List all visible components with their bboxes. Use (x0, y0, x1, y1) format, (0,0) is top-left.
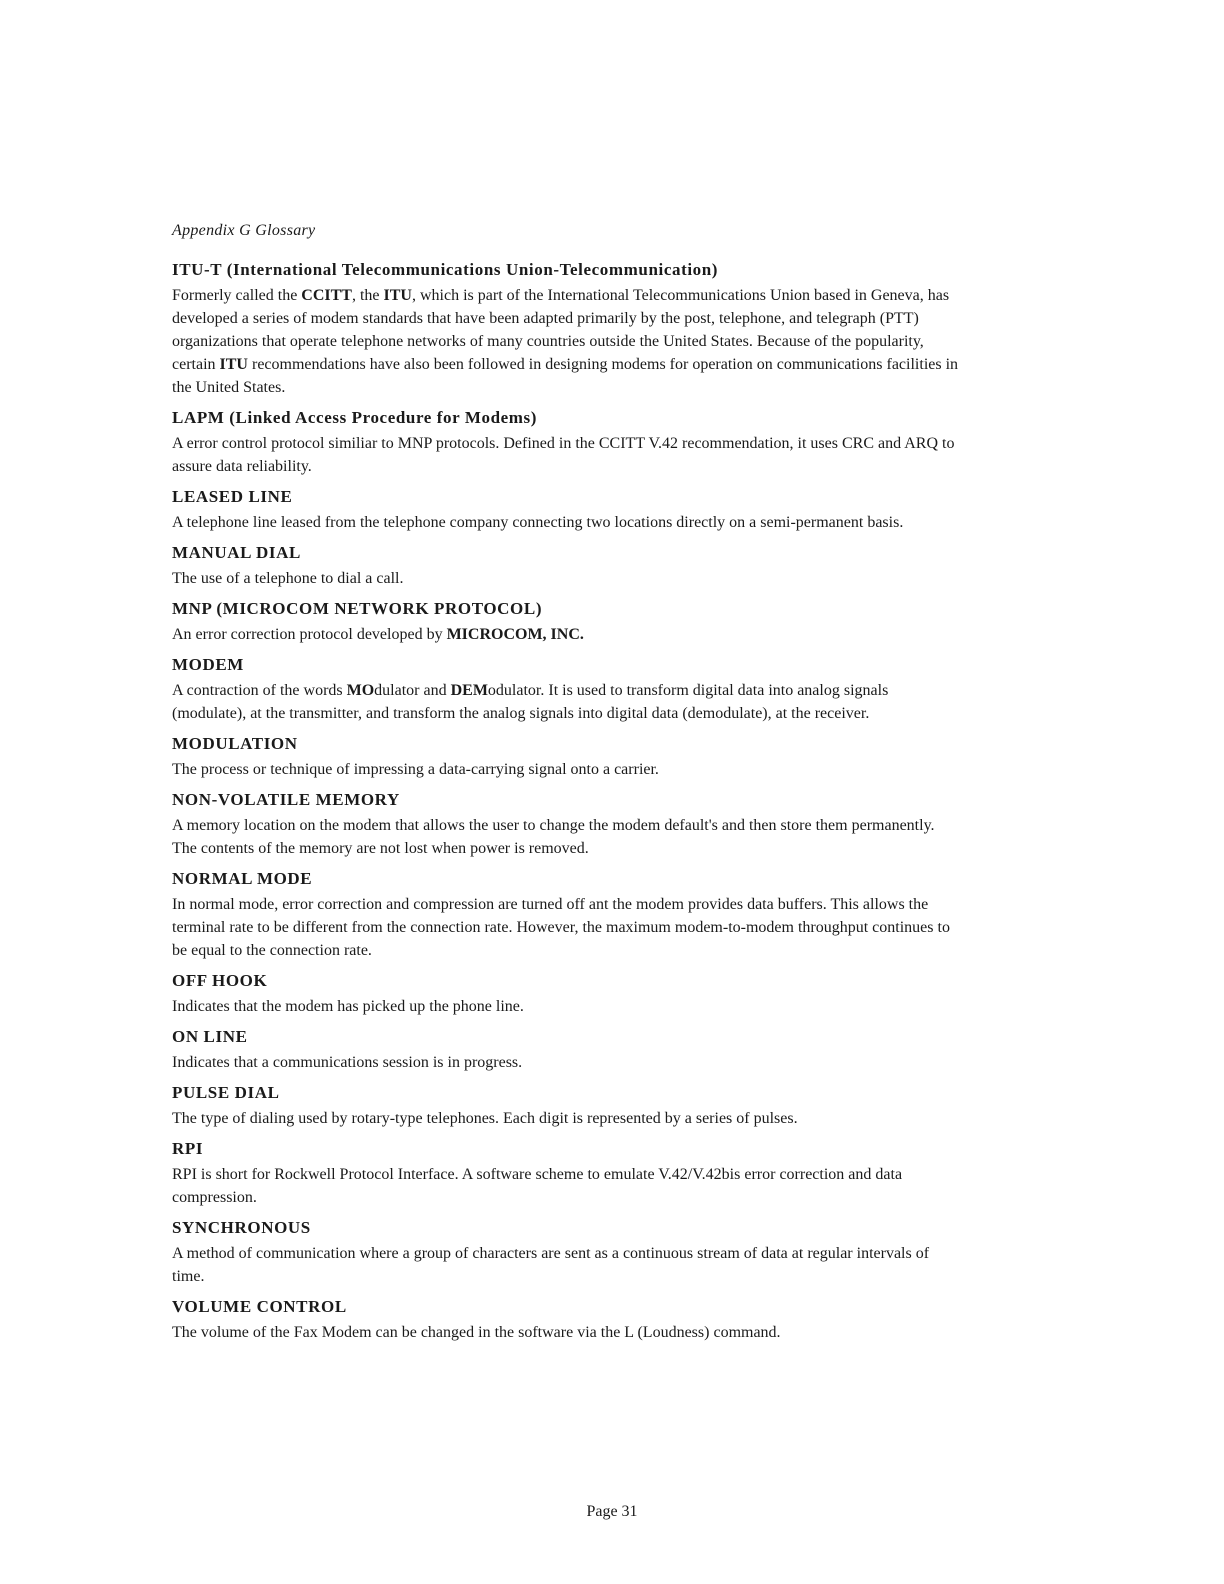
glossary-entry (172, 1139, 962, 1209)
glossary-definition (172, 432, 962, 478)
glossary-entry (172, 790, 962, 860)
glossary-term: RPI (172, 1139, 204, 1158)
definition-text: A error control protocol similiar to MNP protocols. Defined in the CCITT V.42 recommendation, it uses CRC and ARQ to assure data reliability. (172, 435, 955, 475)
definition-text: The type of dialing used by rotary-type telephones. Each digit is represented by a series of pulses. (172, 1110, 798, 1127)
glossary-definition (172, 284, 962, 399)
definition-text: odulator. It is used to transform digital data into analog signals (modulate), at the transmitter, and transform the analog signals into digital data (demodulate), at the receiver. (172, 682, 889, 722)
running-header: Appendix G Glossary (172, 222, 316, 239)
glossary-term: NORMAL MODE (172, 869, 313, 888)
definition-text: In normal mode, error correction and compression are turned off ant the modem provides data buffers. This allows the terminal rate to be different from the connection rate. However, the maximum modem-to-modem throughput continues to be equal to the connection rate. (172, 896, 950, 959)
glossary-list (172, 260, 962, 1344)
glossary-entry (172, 655, 962, 725)
definition-emphasis: MICROCOM, INC. (446, 626, 584, 643)
glossary-term: LEASED LINE (172, 487, 293, 506)
glossary-term: ITU-T (International Telecommunications Union-Telecommunication) (172, 260, 719, 279)
glossary-entry (172, 1027, 962, 1074)
glossary-term: PULSE DIAL (172, 1083, 280, 1102)
glossary-entry (172, 408, 962, 478)
definition-text: , the (351, 287, 384, 304)
definition-text: Indicates that a communications session is in progress. (172, 1054, 523, 1071)
glossary-definition (172, 1107, 962, 1130)
glossary-entry (172, 260, 962, 399)
glossary-term: SYNCHRONOUS (172, 1218, 311, 1237)
glossary-entry (172, 543, 962, 590)
glossary-entry (172, 1218, 962, 1288)
definition-emphasis: ITU (383, 287, 412, 304)
glossary-entry (172, 599, 962, 646)
glossary-definition (172, 623, 962, 646)
definition-text: An error correction protocol developed by (172, 626, 447, 643)
glossary-definition (172, 511, 962, 534)
glossary-definition (172, 1051, 962, 1074)
glossary-entry (172, 1083, 962, 1130)
glossary-entry (172, 971, 962, 1018)
glossary-entry (172, 487, 962, 534)
glossary-definition (172, 814, 962, 860)
definition-text: recommendations have also been followed in designing modems for operation on communications facilities in the United States. (172, 356, 959, 396)
glossary-term: VOLUME CONTROL (172, 1297, 347, 1316)
definition-emphasis: ITU (219, 356, 248, 373)
glossary-definition (172, 679, 962, 725)
glossary-definition (172, 995, 962, 1018)
glossary-definition (172, 893, 962, 962)
definition-text: Formerly called the (172, 287, 302, 304)
definition-emphasis: DEM (450, 682, 488, 699)
definition-text: RPI is short for Rockwell Protocol Interface. A software scheme to emulate V.42/V.42bis error correction and data compression. (172, 1166, 903, 1206)
document-page (172, 222, 962, 1353)
definition-text: The volume of the Fax Modem can be changed in the software via the L (Loudness) command. (172, 1324, 781, 1341)
definition-text: The process or technique of impressing a data-carrying signal onto a carrier. (172, 761, 659, 778)
definition-text: The use of a telephone to dial a call. (172, 570, 404, 587)
glossary-term: ON LINE (172, 1027, 248, 1046)
glossary-definition (172, 1242, 962, 1288)
glossary-definition (172, 1321, 962, 1344)
definition-text: A contraction of the words (172, 682, 347, 699)
definition-emphasis: MO (346, 682, 375, 699)
definition-text: A memory location on the modem that allows the user to change the modem default's and then store them permanently. The contents of the memory are not lost when power is removed. (172, 817, 935, 857)
glossary-definition (172, 567, 962, 590)
definition-text: A method of communication where a group of characters are sent as a continuous stream of data at regular intervals of time. (172, 1245, 930, 1285)
definition-text: , which is part of the International Telecommunications Union based in Geneva, has developed a series of modem standards that have been adapted primarily by the post, telephone, and telegraph (PTT) organizations that operate telephone networks of many countries outside the United States. Because of the popularity, certain (172, 287, 950, 373)
definition-emphasis: CCITT (301, 287, 352, 304)
glossary-entry (172, 1297, 962, 1344)
glossary-term: MANUAL DIAL (172, 543, 301, 562)
glossary-term: MNP (MICROCOM NETWORK PROTOCOL) (172, 599, 543, 618)
page-number: Page 31 (586, 1503, 638, 1520)
definition-text: dulator and (374, 682, 451, 699)
glossary-term: MODULATION (172, 734, 298, 753)
definition-text: Indicates that the modem has picked up the phone line. (172, 998, 524, 1015)
glossary-entry (172, 734, 962, 781)
definition-text: A telephone line leased from the telephone company connecting two locations directly on a semi-permanent basis. (172, 514, 904, 531)
glossary-entry (172, 869, 962, 962)
glossary-term: LAPM (Linked Access Procedure for Modems) (172, 408, 538, 427)
glossary-term: MODEM (172, 655, 244, 674)
glossary-definition (172, 1163, 962, 1209)
glossary-term: OFF HOOK (172, 971, 268, 990)
glossary-term: NON-VOLATILE MEMORY (172, 790, 400, 809)
glossary-definition (172, 758, 962, 781)
